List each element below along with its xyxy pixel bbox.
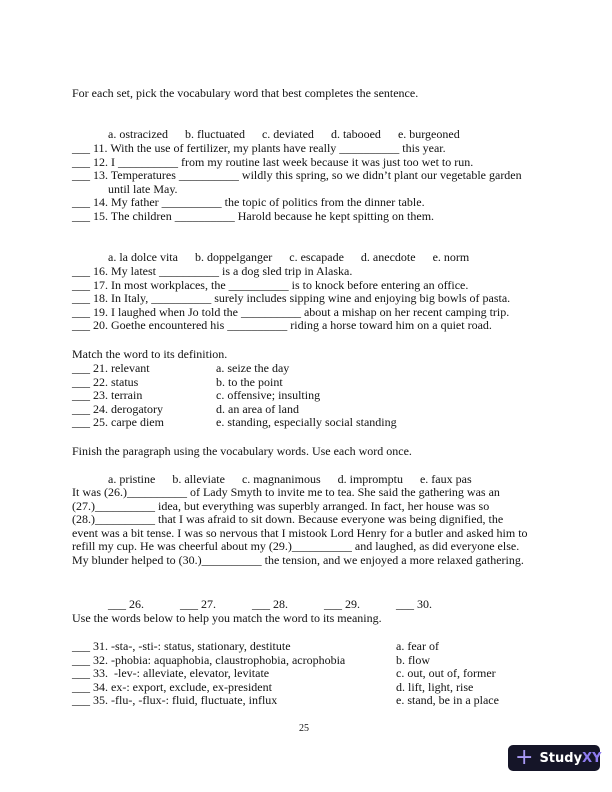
root-meaning: d. lift, light, rise [396, 679, 474, 694]
paragraph-line: It was (26.)__________ of Lady Smyth to invite me to tea. She said the gathering was an [72, 485, 500, 499]
paragraph-instructions: Finish the paragraph using the vocabulary words. Use each word once. [72, 444, 412, 458]
root-row [72, 693, 542, 707]
paragraph-line: (27.)__________ idea, but everything was superbly arranged. In fact, her house was so [72, 498, 490, 513]
brand-name: Study [539, 750, 583, 766]
word-option: c. deviated [261, 127, 314, 141]
definition: c. offensive; insulting [216, 388, 321, 402]
word-option: a. la dolce vita [108, 250, 178, 264]
question: ___ 12. I __________ from my routine last week because it was just too wet to run. [72, 154, 474, 169]
word-bank-1 [108, 113, 477, 141]
word-option: a. ostracized [108, 127, 168, 141]
match-row [72, 415, 532, 429]
match-row [72, 361, 532, 375]
answer-blank: ___ 26. [108, 597, 144, 611]
question: ___ 14. My father __________ the topic of politics from the dinner table. [72, 195, 425, 209]
word-bank-3 [108, 458, 489, 486]
root-meaning: a. fear of [396, 639, 439, 653]
root-meaning: e. stand, be in a place [396, 693, 499, 707]
term: ___ 23. terrain [72, 388, 143, 402]
word-option: e. norm [432, 250, 470, 264]
root-meaning: b. flow [396, 652, 430, 667]
answer-blanks [108, 583, 468, 611]
root-row [72, 666, 542, 680]
question: ___ 19. I laughed when Jo told the __________ about a mishap on her recent camping trip. [72, 304, 510, 319]
studyxy-badge[interactable] [508, 745, 600, 771]
page-number: 25 [299, 723, 309, 734]
paragraph-line: event was a bit tense. I was so nervous that I mistook Lord Henry for a butler and asked him to [72, 525, 528, 540]
root-term: ___ 34. ex-: export, exclude, ex-president [72, 679, 272, 694]
word-option: c. magnanimous [241, 472, 321, 486]
definition: b. to the point [216, 374, 283, 389]
word-bank-2 [108, 236, 486, 264]
match-row [72, 375, 532, 389]
root-term: ___ 31. -sta-, -sti-: status, stationary, destitute [72, 639, 291, 653]
answer-blank: ___ 27. [180, 597, 216, 611]
root-term: ___ 35. -flu-, -flux-: fluid, fluctuate, influx [72, 693, 278, 707]
question: ___ 13. Temperatures __________ wildly this spring, so we didn’t plant our vegetable garden [72, 168, 522, 182]
plus-icon: + [515, 744, 534, 770]
word-option: e. burgeoned [397, 127, 460, 141]
word-option: c. escapade [289, 250, 344, 264]
term: ___ 24. derogatory [72, 401, 163, 416]
answer-blank: ___ 28. [252, 597, 288, 611]
term: ___ 25. carpe diem [72, 415, 164, 429]
question: ___ 16. My latest __________ is a dog sled trip in Alaska. [72, 264, 353, 278]
root-row [72, 653, 542, 667]
question-continuation: until late May. [108, 181, 178, 196]
term: ___ 22. status [72, 374, 139, 389]
instructions: For each set, pick the vocabulary word that best completes the sentence. [72, 86, 419, 100]
definition: a. seize the day [216, 361, 290, 375]
word-option: a. pristine [108, 472, 156, 486]
answer-blank: ___ 30. [396, 597, 432, 611]
paragraph-line: refill my cup. He was cheerful about my (29.)__________ and laughed, as did everyone else. [72, 539, 520, 554]
word-option: d. anecdote [360, 250, 416, 264]
question: ___ 11. With the use of fertilizer, my plants have really __________ this year. [72, 141, 446, 155]
roots-instructions: Use the words below to help you match the word to its meaning. [72, 611, 382, 625]
brand-accent: XY [582, 750, 602, 766]
word-option: b. doppelganger [194, 250, 273, 264]
question: ___ 17. In most workplaces, the __________ is to knock before entering an office. [72, 277, 469, 292]
match-row [72, 402, 532, 416]
definition: e. standing, especially social standing [216, 415, 397, 429]
question: ___ 18. In Italy, __________ surely includes sipping wine and enjoying big bowls of pasta. [72, 291, 511, 305]
match-instructions: Match the word to its definition. [72, 347, 228, 361]
answer-blank: ___ 29. [324, 597, 360, 611]
definition: d. an area of land [216, 401, 299, 416]
root-row [72, 680, 542, 694]
root-row [72, 639, 542, 653]
word-option: b. fluctuated [184, 127, 245, 141]
word-option: e. faux pas [419, 472, 472, 486]
root-term: ___ 32. -phobia: aquaphobia, claustrophobia, acrophobia [72, 652, 346, 667]
question: ___ 20. Goethe encountered his __________ riding a horse toward him on a quiet road. [72, 318, 492, 332]
root-term: ___ 33. -lev-: alleviate, elevator, levitate [72, 666, 270, 680]
match-row [72, 388, 532, 402]
root-meaning: c. out, out of, former [396, 666, 496, 680]
paragraph-line: (28.)__________ that I was afraid to sit down. Because everyone was being dignified, the [72, 512, 504, 527]
term: ___ 21. relevant [72, 361, 150, 375]
question: ___ 15. The children __________ Harold because he kept spitting on them. [72, 208, 435, 223]
paragraph-line: My blunder helped to (30.)__________ the tension, and we enjoyed a more relaxed gathering. [72, 553, 524, 567]
word-option: d. tabooed [330, 127, 381, 141]
word-option: d. impromptu [337, 472, 403, 486]
word-option: b. alleviate [172, 472, 225, 486]
